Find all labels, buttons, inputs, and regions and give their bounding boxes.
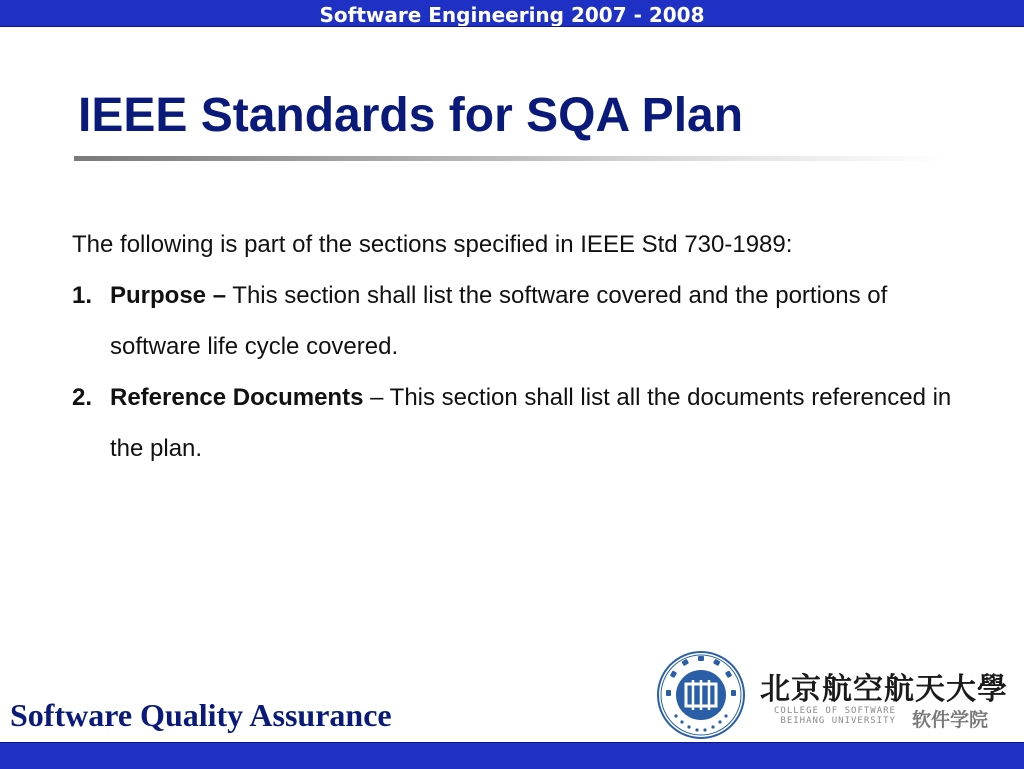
- list-item-number: 1.: [72, 282, 93, 309]
- intro-text: The following is part of the sections specified in IEEE Std 730-1989:: [72, 231, 793, 258]
- list-item: [72, 372, 972, 474]
- college-name-en-line2: BEIHANG UNIVERSITY: [780, 716, 896, 726]
- footer-course-name: Software Quality Assurance: [10, 697, 392, 733]
- list-item-text: This section shall list all the documents referenced in the plan.: [110, 384, 952, 462]
- university-name-cn: 北京航空航天大學: [760, 672, 1008, 707]
- list-item-body: [110, 270, 972, 372]
- list-item-number: 2.: [72, 384, 93, 411]
- list-item: [72, 270, 972, 372]
- course-title: Software Engineering 2007 - 2008: [319, 3, 705, 27]
- slide-content: [72, 219, 972, 474]
- list-item-dash: –: [363, 384, 384, 411]
- university-seal-icon: [656, 650, 746, 740]
- footer-bar: [0, 742, 1024, 769]
- list-item-heading: Reference Documents: [110, 384, 364, 411]
- header-bar: [0, 0, 1024, 27]
- title-divider: [74, 156, 948, 161]
- college-name-cn: 软件学院: [912, 709, 989, 731]
- college-name-en-line1: COLLEGE OF SOFTWARE: [774, 706, 896, 716]
- list-item-heading: Purpose –: [110, 282, 227, 309]
- list-item-body: [110, 372, 972, 474]
- college-name-en: [774, 706, 896, 726]
- university-logo: [656, 650, 1016, 742]
- slide-title: IEEE Standards for SQA Plan: [78, 89, 744, 142]
- list-item-text: This section shall list the software covered and the portions of software life cycle covered.: [110, 282, 888, 360]
